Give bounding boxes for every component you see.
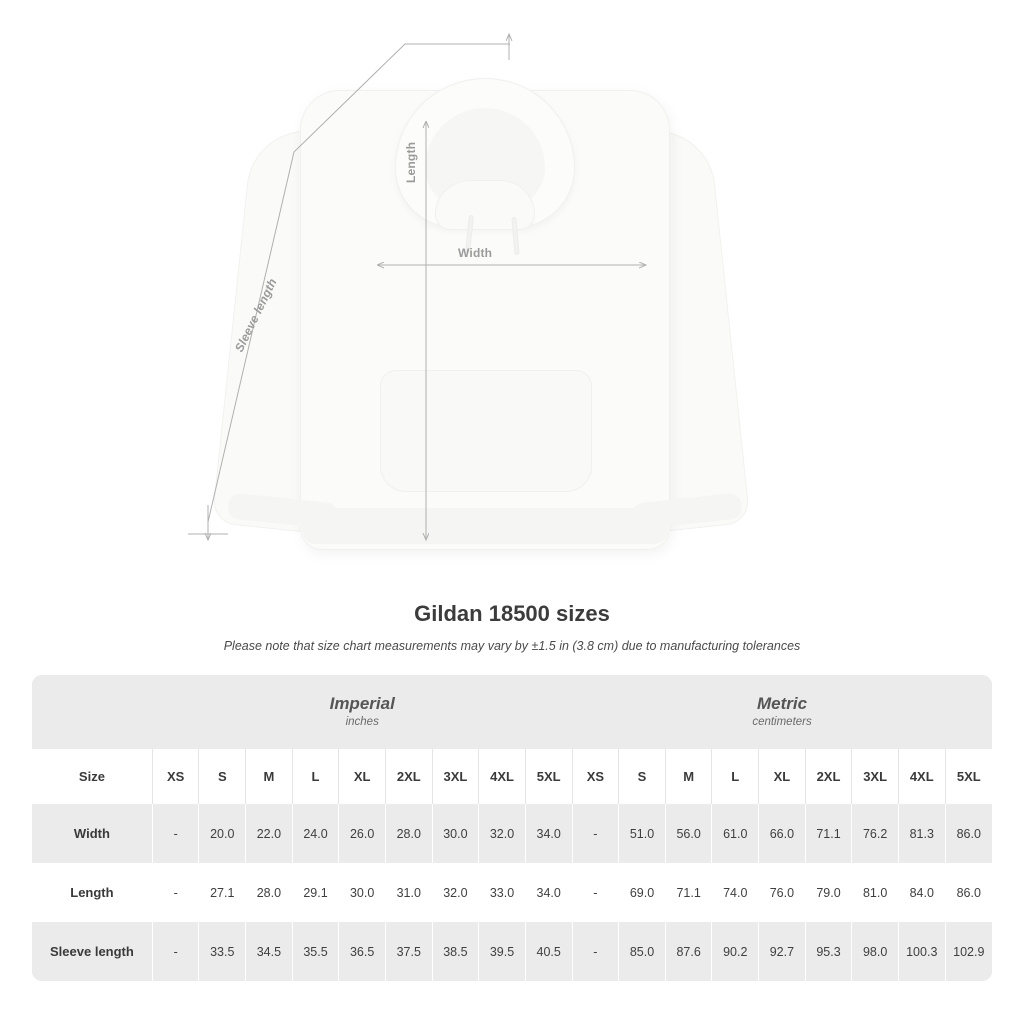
column-header-size: Size — [32, 749, 152, 804]
cell-sleeve-metric-5xl: 102.9 — [945, 922, 992, 981]
cell-sleeve-imperial-5xl: 40.5 — [525, 922, 572, 981]
table-size-header-row — [32, 749, 992, 804]
cell-sleeve-metric-xl: 92.7 — [759, 922, 806, 981]
cell-width-imperial-5xl: 34.0 — [525, 804, 572, 863]
column-header-metric-xs: XS — [572, 749, 619, 804]
group-header-imperial — [152, 675, 572, 749]
cell-sleeve-metric-3xl: 98.0 — [852, 922, 899, 981]
cell-sleeve-imperial-s: 33.5 — [199, 922, 246, 981]
column-header-metric-4xl: 4XL — [898, 749, 945, 804]
cell-sleeve-metric-m: 87.6 — [665, 922, 712, 981]
row-label-length: Length — [32, 863, 152, 922]
cell-width-metric-m: 56.0 — [665, 804, 712, 863]
group-title-metric: Metric — [756, 694, 808, 713]
cell-width-metric-3xl: 76.2 — [852, 804, 899, 863]
sleeve-length-label: Sleeve length — [232, 276, 280, 355]
cell-length-imperial-2xl: 31.0 — [385, 863, 432, 922]
cell-sleeve-metric-l: 90.2 — [712, 922, 759, 981]
cell-length-metric-s: 69.0 — [619, 863, 666, 922]
cell-length-imperial-s: 27.1 — [199, 863, 246, 922]
cell-sleeve-imperial-l: 35.5 — [292, 922, 339, 981]
cell-length-metric-5xl: 86.0 — [945, 863, 992, 922]
cell-sleeve-imperial-2xl: 37.5 — [385, 922, 432, 981]
cell-width-metric-s: 51.0 — [619, 804, 666, 863]
cell-length-imperial-m: 28.0 — [246, 863, 293, 922]
table-row — [32, 863, 992, 922]
column-header-metric-3xl: 3XL — [852, 749, 899, 804]
group-unit-imperial: inches — [345, 716, 379, 728]
column-header-imperial-4xl: 4XL — [479, 749, 526, 804]
cell-sleeve-imperial-3xl: 38.5 — [432, 922, 479, 981]
cell-width-metric-2xl: 71.1 — [805, 804, 852, 863]
cell-length-metric-xl: 76.0 — [759, 863, 806, 922]
cell-length-metric-l: 74.0 — [712, 863, 759, 922]
cell-sleeve-metric-4xl: 100.3 — [898, 922, 945, 981]
tolerance-note: Please note that size chart measurements may vary by ±1.5 in (3.8 cm) due to manufacturing tolerances — [223, 639, 801, 653]
group-header-metric — [572, 675, 992, 749]
cell-width-imperial-xl: 26.0 — [339, 804, 386, 863]
cell-width-imperial-l: 24.0 — [292, 804, 339, 863]
row-label-sleeve-length: Sleeve length — [32, 922, 152, 981]
column-header-metric-xl: XL — [759, 749, 806, 804]
column-header-imperial-xs: XS — [152, 749, 199, 804]
column-header-imperial-3xl: 3XL — [432, 749, 479, 804]
cell-width-imperial-m: 22.0 — [246, 804, 293, 863]
group-title-imperial: Imperial — [329, 694, 395, 713]
cell-width-metric-xl: 66.0 — [759, 804, 806, 863]
column-header-metric-m: M — [665, 749, 712, 804]
width-label: Width — [458, 246, 493, 260]
column-header-metric-2xl: 2XL — [805, 749, 852, 804]
cell-sleeve-metric-s: 85.0 — [619, 922, 666, 981]
length-label: Length — [404, 141, 418, 183]
cell-width-metric-l: 61.0 — [712, 804, 759, 863]
column-header-imperial-xl: XL — [339, 749, 386, 804]
cell-sleeve-imperial-xl: 36.5 — [339, 922, 386, 981]
column-header-imperial-5xl: 5XL — [525, 749, 572, 804]
column-header-imperial-2xl: 2XL — [385, 749, 432, 804]
column-header-metric-s: S — [619, 749, 666, 804]
size-chart-table — [32, 675, 992, 981]
cell-width-imperial-s: 20.0 — [199, 804, 246, 863]
cell-width-imperial-4xl: 32.0 — [479, 804, 526, 863]
cell-width-imperial-2xl: 28.0 — [385, 804, 432, 863]
table-row — [32, 804, 992, 863]
cell-length-imperial-xl: 30.0 — [339, 863, 386, 922]
cell-length-imperial-l: 29.1 — [292, 863, 339, 922]
group-header-spacer — [32, 675, 152, 749]
cell-width-metric-5xl: 86.0 — [945, 804, 992, 863]
column-header-imperial-s: S — [199, 749, 246, 804]
row-label-width: Width — [32, 804, 152, 863]
sleeve-guide-line — [208, 44, 510, 522]
cell-length-metric-3xl: 81.0 — [852, 863, 899, 922]
column-header-metric-l: L — [712, 749, 759, 804]
column-header-metric-5xl: 5XL — [945, 749, 992, 804]
cell-width-metric-4xl: 81.3 — [898, 804, 945, 863]
cell-sleeve-metric-xs: - — [572, 922, 619, 981]
cell-width-imperial-3xl: 30.0 — [432, 804, 479, 863]
column-header-imperial-l: L — [292, 749, 339, 804]
group-unit-metric: centimeters — [752, 716, 812, 728]
size-chart-table-wrap — [32, 675, 992, 981]
cell-sleeve-imperial-4xl: 39.5 — [479, 922, 526, 981]
column-header-imperial-m: M — [246, 749, 293, 804]
page-title: Gildan 18500 sizes — [414, 601, 610, 626]
cell-width-metric-xs: - — [572, 804, 619, 863]
cell-sleeve-metric-2xl: 95.3 — [805, 922, 852, 981]
cell-sleeve-imperial-m: 34.5 — [246, 922, 293, 981]
cell-sleeve-imperial-xs: - — [152, 922, 199, 981]
cell-length-metric-m: 71.1 — [665, 863, 712, 922]
cell-length-metric-4xl: 84.0 — [898, 863, 945, 922]
cell-length-imperial-xs: - — [152, 863, 199, 922]
cell-length-metric-xs: - — [572, 863, 619, 922]
cell-length-metric-2xl: 79.0 — [805, 863, 852, 922]
cell-width-imperial-xs: - — [152, 804, 199, 863]
cell-length-imperial-5xl: 34.0 — [525, 863, 572, 922]
table-group-header-row — [32, 675, 992, 749]
table-row — [32, 922, 992, 981]
cell-length-imperial-4xl: 33.0 — [479, 863, 526, 922]
cell-length-imperial-3xl: 32.0 — [432, 863, 479, 922]
